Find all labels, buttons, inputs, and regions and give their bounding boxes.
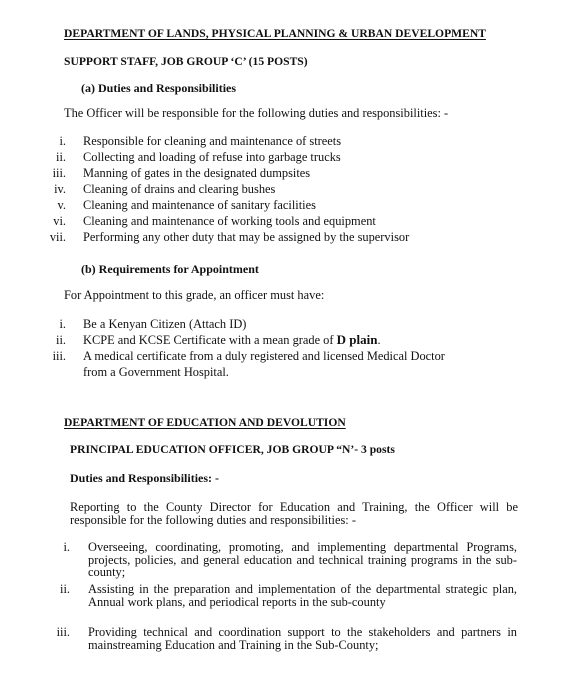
duties-heading: Duties and Responsibilities: - <box>70 471 220 485</box>
list-item <box>0 133 585 149</box>
duties-list <box>0 541 585 656</box>
list-item <box>0 149 585 165</box>
list-text: Providing technical and coordination support to the stakeholders and partners in mainstreaming Education and Training in the Sub-County; <box>88 625 517 652</box>
list-number: i. <box>63 540 70 554</box>
list-text-continued: from a Government Hospital. <box>83 365 229 379</box>
list-text-main: KCPE and KCSE Certificate with a mean grade of <box>83 333 337 347</box>
list-item <box>0 165 585 181</box>
list-number: i. <box>59 134 66 148</box>
list-text: Cleaning and maintenance of working tools and equipment <box>83 214 376 228</box>
list-item <box>0 332 585 348</box>
list-text: Responsible for cleaning and maintenance of streets <box>83 134 342 148</box>
requirements-intro: For Appointment to this grade, an officer must have: <box>64 288 325 302</box>
list-text: Performing any other duty that may be assigned by the supervisor <box>83 230 410 244</box>
duties-intro: Reporting to the County Director for Education and Training, the Officer will be responsible for the following duties and responsibilities: - <box>70 500 518 527</box>
list-number: ii. <box>56 333 66 347</box>
list-text: Cleaning and maintenance of sanitary facilities <box>83 198 316 212</box>
department-heading: DEPARTMENT OF LANDS, PHYSICAL PLANNING & URBAN DEVELOPMENT <box>64 27 486 40</box>
list-item <box>0 229 585 245</box>
list-text <box>83 332 381 348</box>
list-text: Overseeing, coordinating, promoting, and implementing departmental Programs, projects, policies, and general education and technical training programs in the sub-county; <box>88 540 517 579</box>
list-item <box>0 348 585 380</box>
list-text: Collecting and loading of refuse into garbage trucks <box>83 150 341 164</box>
list-item <box>0 583 585 626</box>
list-text: Assisting in the preparation and implementation of the departmental strategic plan, Annual work plans, and periodical reports in the sub-county <box>88 582 517 609</box>
duties-heading: (a) Duties and Responsibilities <box>81 81 237 95</box>
list-number: ii. <box>60 582 70 596</box>
requirements-heading: (b) Requirements for Appointment <box>81 262 259 276</box>
list-number: iv. <box>54 182 66 196</box>
list-item <box>0 197 585 213</box>
list-number: i. <box>59 317 66 331</box>
list-number: iii. <box>52 349 66 363</box>
list-text: A medical certificate from a duly registered and licensed Medical Doctor <box>83 349 445 363</box>
list-number: v. <box>57 198 66 212</box>
duties-list <box>0 133 585 245</box>
list-number: iii. <box>52 166 66 180</box>
post-title: SUPPORT STAFF, JOB GROUP ‘C’ (15 POSTS) <box>64 55 308 68</box>
post-title: PRINCIPAL EDUCATION OFFICER, JOB GROUP “N’- 3 posts <box>70 443 395 456</box>
requirements-list <box>0 316 585 380</box>
duties-intro: The Officer will be responsible for the following duties and responsibilities: - <box>64 106 449 120</box>
department-heading: DEPARTMENT OF EDUCATION AND DEVOLUTION <box>64 416 346 429</box>
list-number: ii. <box>56 150 66 164</box>
list-item <box>0 213 585 229</box>
list-text-end: . <box>377 333 381 347</box>
list-text: Manning of gates in the designated dumpsites <box>83 166 311 180</box>
list-text: Be a Kenyan Citizen (Attach ID) <box>83 317 247 331</box>
list-item <box>0 626 585 656</box>
list-item <box>0 541 585 583</box>
list-item <box>0 316 585 332</box>
list-number: iii. <box>56 625 70 639</box>
list-number: vi. <box>53 214 66 228</box>
list-item <box>0 181 585 197</box>
list-number: vii. <box>49 230 66 244</box>
list-text: Cleaning of drains and clearing bushes <box>83 182 276 196</box>
mean-grade: D plain <box>336 332 378 347</box>
